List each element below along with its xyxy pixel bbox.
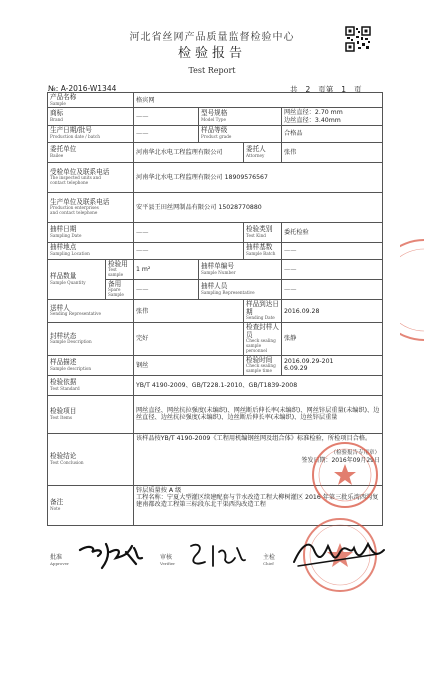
sender-value: 张伟: [134, 300, 244, 323]
field-label: 产品名称 Sample: [48, 93, 134, 108]
qr-code-icon: [345, 26, 371, 52]
row-standard: [48, 375, 383, 395]
row-test-sample: [48, 259, 383, 279]
row-sampling-location: [48, 242, 383, 259]
conclusion-value: 该样品按YB/T 4190-2009《工程用机编钢丝网及组合体》标准检验，所检项目合格。 （检验报告专用章） 签发日期：2016年09月29日: [134, 433, 383, 485]
chief-signature-icon: [288, 534, 388, 574]
row-prod-date-grade: [48, 125, 383, 142]
field-label: 样品数量 Sample Quantity: [48, 259, 106, 299]
conclusion-stamp-text: （检验报告专用章）: [330, 450, 380, 457]
page-indicator: 共 2 页第 1 页: [290, 85, 362, 94]
row-sample-desc: [48, 355, 383, 375]
sample-batch-value: ——: [282, 242, 383, 259]
field-label: 生产日期/批号 Production date / batch: [48, 125, 134, 142]
client-person-value: 张伟: [282, 142, 383, 162]
field-label: 检查封样人员 Check sealing sample personnel: [244, 323, 282, 356]
field-label: 样品等级 Product grade: [199, 125, 282, 142]
field-label: 样品描述 Sample description: [48, 355, 134, 375]
row-sealing: [48, 323, 383, 356]
check-person-value: 张静: [282, 323, 383, 356]
test-kind-value: 委托检验: [282, 222, 383, 242]
model-value: 网丝直径：2.70 mm 边丝直径：3.40mm: [282, 108, 383, 125]
items-value: 网丝直径、网丝抗拉强度(未编织)、网丝断后伸长率(未编织)、网丝锌层重量(未编织)、边丝直径、边丝抗拉强度(未编织)、边丝断后伸长率(未编织)、边丝锌层重量: [134, 395, 383, 433]
chief-label: 主检 Chief: [263, 554, 276, 566]
spare-sample-value: ——: [134, 279, 199, 299]
test-sample-value: 1 m²: [134, 259, 199, 279]
field-label: 委托单位 Bailee: [48, 142, 134, 162]
row-inspected-unit: [48, 162, 383, 192]
brand-value: ——: [134, 108, 199, 125]
row-sampling-date: [48, 222, 383, 242]
sampling-rep-value: ——: [282, 279, 383, 299]
row-items: [48, 395, 383, 433]
field-label: 样品到达日期 Sending Date: [244, 300, 282, 323]
sample-number-value: ——: [282, 259, 383, 279]
verifier-signature-icon: [183, 538, 249, 572]
field-label: 检验用 Test sample: [106, 259, 134, 279]
edge-seal-icon: [400, 235, 424, 345]
row-sender: [48, 300, 383, 323]
report-number: №: A-2016-W1344: [48, 84, 117, 93]
field-label: 委托人 Attorney: [244, 142, 282, 162]
report-subtitle: Test Report: [188, 66, 236, 75]
field-label: 抽样单编号 Sample Number: [199, 259, 282, 279]
field-label: 型号规格 Model Type: [199, 108, 282, 125]
field-label: 备注 Note: [48, 485, 134, 525]
field-label: 检验结论 Test Conclusion: [48, 433, 134, 485]
client-value: 河南华北水电工程监理有限公司: [134, 142, 244, 162]
report-title: 检验报告: [177, 46, 246, 61]
standard-value: YB/T 4190-2009、GB/T228.1-2010、GB/T1839-2008: [134, 375, 383, 395]
prod-date-value: ——: [134, 125, 199, 142]
row-manufacturer: [48, 192, 383, 222]
field-label: 检验类别 Test Kind: [244, 222, 282, 242]
field-label: 检验依据 Test Standard: [48, 375, 134, 395]
sending-date-value: 2016.09.28: [282, 300, 383, 323]
grade-value: 合格品: [282, 125, 383, 142]
manufacturer-value: 安平县王田丝网制品有限公司 15028770880: [134, 192, 383, 222]
sampling-location-value: ——: [134, 242, 244, 259]
sign-date: 签发日期：2016年09月29日: [301, 457, 380, 465]
signature-row: [48, 548, 388, 578]
field-label: 送样人 Sending Representative: [48, 300, 134, 323]
check-time-value: 2016.09.29-201 6.09.29: [282, 355, 383, 375]
field-label: 检验项目 Test Items: [48, 395, 134, 433]
field-label: 抽样日期 Sampling Date: [48, 222, 134, 242]
organization-name: 河北省丝网产品质量监督检验中心: [129, 32, 295, 43]
sealing-value: 完好: [134, 323, 244, 356]
row-client: [48, 142, 383, 162]
field-label: 备用 Spare Sample: [106, 279, 134, 299]
field-label: 受检单位及联系电话 The inspected units and contact telephone: [48, 162, 134, 192]
field-label: 抽样地点 Sampling Location: [48, 242, 134, 259]
approver-signature-icon: [76, 538, 146, 572]
remarks-value: 锌层质量按 A 级 工程名称：宁夏大型灌区续建配套与节水改造工程大柳树灌区 2016 年第三批乐湾西沟复建南都改造工程第三标段东北干渠西沟改造工程: [134, 485, 383, 525]
row-brand-model: [48, 108, 383, 125]
field-label: 封样状态 Sample Description: [48, 323, 134, 356]
field-label: 商标 Brand: [48, 108, 134, 125]
approver-label: 批准 Approver: [50, 554, 69, 566]
inspected-unit-value: 河南华北水电工程监理有限公司 18909576567: [134, 162, 383, 192]
sampling-date-value: ——: [134, 222, 244, 242]
sample-desc-value: 钢丝: [134, 355, 244, 375]
field-label: 检验时间 Check sealing sample time: [244, 355, 282, 375]
product-name-value: 格宾网: [134, 93, 383, 108]
field-label: 抽样人员 Sampling Representative: [199, 279, 282, 299]
verifier-label: 审核 Verifier: [160, 554, 176, 566]
field-label: 生产单位及联系电话 Production enterprises and contact telephone: [48, 192, 134, 222]
field-label: 抽样基数 Sample Batch: [244, 242, 282, 259]
official-seal-icon: [310, 440, 380, 510]
row-product-name: [48, 93, 383, 108]
